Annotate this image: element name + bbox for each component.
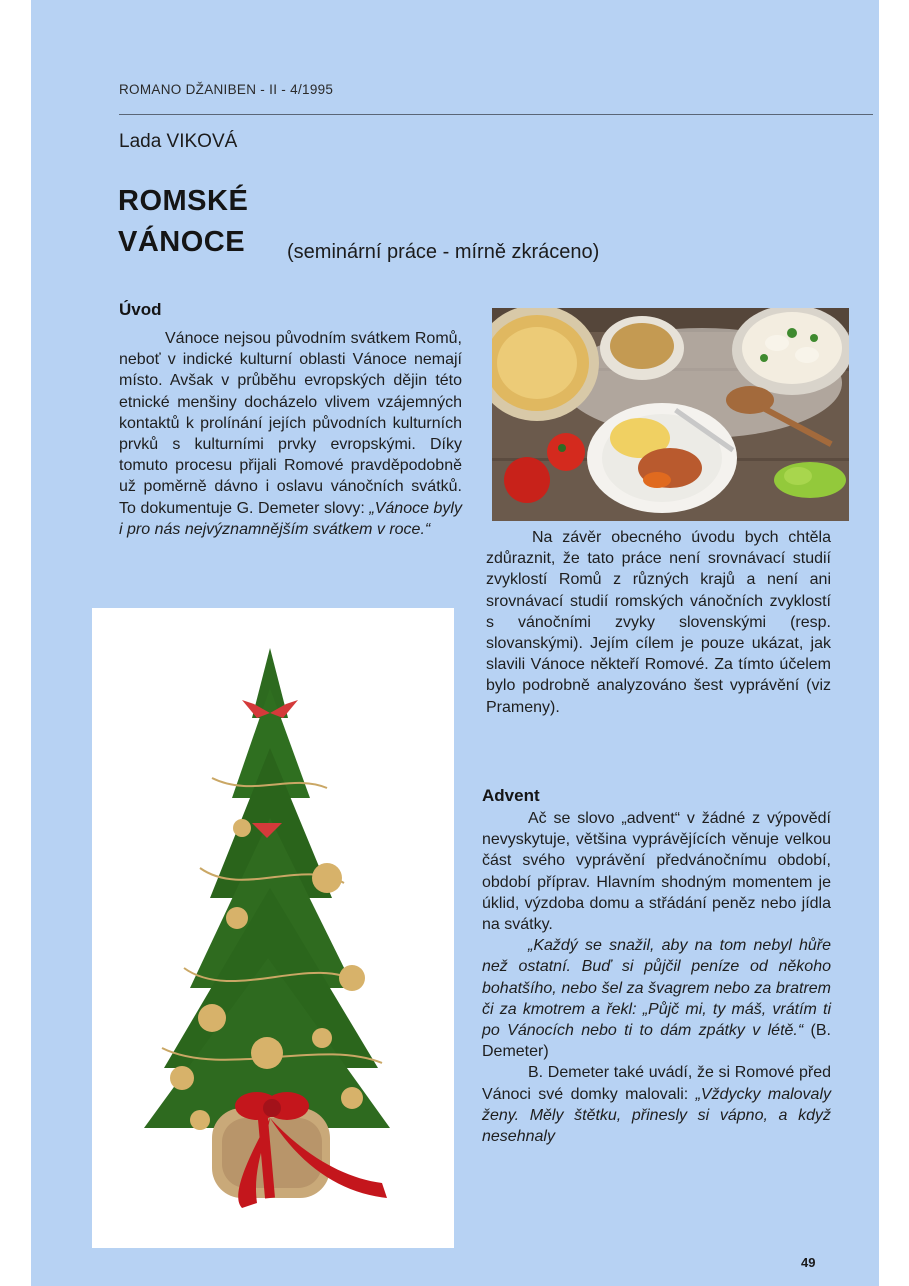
food-photo [492, 308, 849, 521]
author-name: Lada VIKOVÁ [119, 131, 238, 152]
column-advent-text [482, 808, 831, 1147]
paragraph-uvod-conclusion: Na závěr obecného úvodu bych chtěla zdůraznit, že tato práce není srovnávací studií zvyklostí Romů z různých krajů a není ani srovnávací studií romských vánočních zvyklostí s vánočními zvyky slovenskými (resp. slovanskými). Jejím cílem je pouze ukázat, jak slavili Vánoce někteří Romové. Za tímto účelem bylo podrobně analyzováno šest vyprávění (viz Prameny). [486, 529, 831, 716]
paragraph-advent-1: Ač se slovo „advent“ v žádné z výpovědí nevyskytuje, většina vyprávějících věnuje velkou část svého vyprávění předvánočnímu období, období příprav. Hlavním shodným momentem je úklid, výzdoba domu a střádání peněz nebo jídla na svátky. [482, 810, 831, 934]
christmas-tree-art [92, 608, 454, 1248]
demeter-quote: „Vánoce byly i pro nás nejvýznamnějším svátkem v roce.“ [119, 499, 462, 538]
paragraph-uvod [119, 328, 462, 540]
article-title-line1: ROMSKÉ [118, 185, 249, 217]
column-left-text [119, 328, 462, 540]
article-subtitle: (seminární práce - mírně zkráceno) [287, 241, 600, 263]
heading-uvod: Úvod [119, 300, 162, 319]
advent-paragraph-3-text: B. Demeter také uvádí, že si Romové před Vánoci své domky malovali: [482, 1064, 831, 1103]
heading-advent: Advent [482, 786, 540, 805]
header-rule [119, 114, 873, 115]
paragraph-uvod-text: Vánoce nejsou původním svátkem Romů, neboť v indické kulturní oblasti Vánoce nemají místo. Avšak v průběhu evropských dějin této etnické menšiny docházelo vlivem vzájemných kontaktů k prolínání jejích původních kulturních prvků s kulturními prvky evropskými. Díky tomuto procesu přijali Romové pravděpodobně už poměrně dávno i oslavu vánočních svátků. To dokumentuje G. Demeter slovy: [119, 330, 462, 517]
advent-quote: „Každý se snažil, aby na tom nebyl hůře než ostatní. Buď si půjčil peníze od někoho bohatšího, nebo šel za švagrem nebo za bratrem či za kmotrem a řekl: „Půjč mi, ty máš, vrátím ti po Vánocích nebo ti to dám zpátky v létě.“ [482, 937, 831, 1040]
paragraph-advent-3 [482, 1062, 831, 1147]
christmas-tree-photo [92, 608, 454, 1248]
article-title-line2: VÁNOCE [118, 226, 246, 258]
advent-quote-2: „Vždycky malovaly ženy. Měly štětku, přinesly si vápno, a když nesehnaly [482, 1085, 832, 1146]
column-right-text [486, 527, 831, 718]
running-header: ROMANO DŽANIBEN - II - 4/1995 [119, 82, 334, 97]
magazine-page [31, 0, 879, 1286]
paragraph-advent-2 [482, 935, 831, 1062]
food-photo-art [492, 308, 849, 521]
advent-quote-source: (B. Demeter) [482, 1022, 831, 1061]
page-number: 49 [801, 1255, 816, 1270]
